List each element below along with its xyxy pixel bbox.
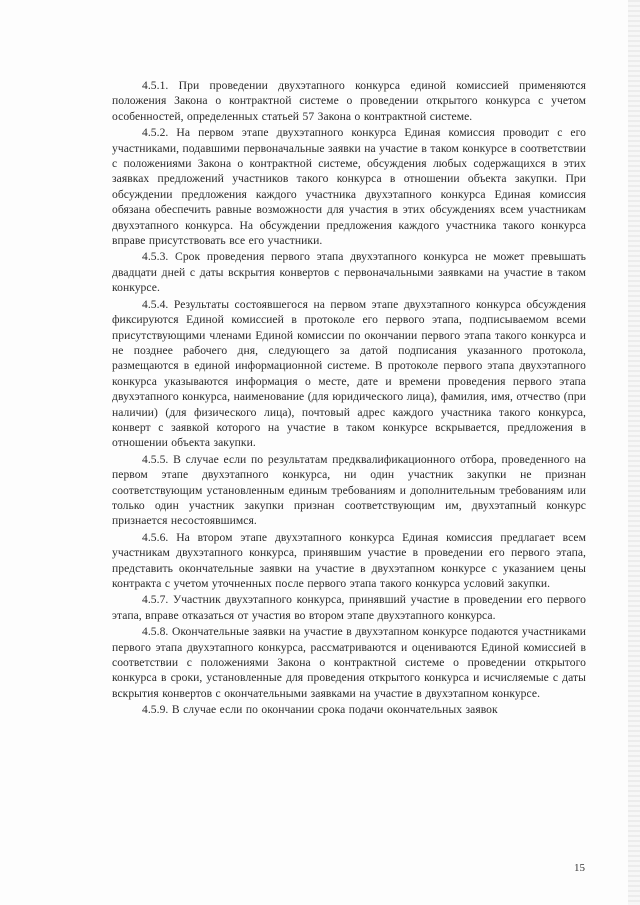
paragraph-4-5-6: 4.5.6. На втором этапе двухэтапного конкурса Единая комиссия предлагает всем участникам двухэтапного конкурса, принявшим участие в проведении его первого этапа, представить окончательные заявки на участие в двухэтапном конкурсе с указанием цены контракта с учетом уточненных после первого этапа такого конкурса условий закупки. <box>112 530 586 590</box>
paragraph-4-5-5: 4.5.5. В случае если по результатам предквалификационного отбора, проведенного на первом этапе двухэтапного конкурса, ни один участник закупки не признан соответствующим установленным единым требованиям и дополнительным требованиям или только один участник закупки признан соответствующим им, двухэтапный конкурс признается несостоявшимся. <box>112 452 586 528</box>
scan-edge-artifact <box>628 0 640 905</box>
paragraph-4-5-2: 4.5.2. На первом этапе двухэтапного конкурса Единая комиссия проводит с его участниками, подавшими первоначальные заявки на участие в таком конкурсе в соответствии с положениями Закона о контрактной системе, обсуждения любых содержащихся в этих заявках предложений участников такого конкурса в отношении объекта закупки. При обсуждении предложения каждого участника двухэтапного конкурса Единая комиссия обязана обеспечить равные возможности для участия в этих обсуждениях всем участникам двухэтапного конкурса. На обсуждении предложения каждого участника такого конкурса вправе присутствовать все его участники. <box>112 126 586 248</box>
paragraph-4-5-1: 4.5.1. При проведении двухэтапного конкурса единой комиссией применяются положения Закона о контрактной системе о проведении открытого конкурса с учетом особенностей, определенных статьей 57 Закона о контрактной системе. <box>112 79 586 123</box>
paragraph-4-5-7: 4.5.7. Участник двухэтапного конкурса, принявший участие в проведении его первого этапа, вправе отказаться от участия во втором этапе двухэтапного конкурса. <box>112 593 586 622</box>
paragraph-4-5-4: 4.5.4. Результаты состоявшегося на первом этапе двухэтапного конкурса обсуждения фиксируются Единой комиссией в протоколе его первого этапа, подписываемом всеми присутствующими членами Единой комиссии по окончании первого этапа такого конкурса и не позднее рабочего дня, следующего за датой подписания указанного протокола, размещаются в единой информационной системе. В протоколе первого этапа двухэтапного конкурса указываются информация о месте, дате и времени проведения первого этапа двухэтапного конкурса, наименование (для юридического лица), фамилия, имя, отчество (при наличии) (для физического лица), почтовый адрес каждого участника такого конкурса, конверт с заявкой которого на участие в таком конкурсе вскрывается, предложения в отношении объекта закупки. <box>112 297 586 450</box>
document-body <box>112 78 586 719</box>
paragraph-4-5-3: 4.5.3. Срок проведения первого этапа двухэтапного конкурса не может превышать двадцати дней с даты вскрытия конвертов с первоначальными заявками на участие в таком конкурсе. <box>112 250 586 295</box>
page-number: 15 <box>574 862 585 874</box>
paragraph-4-5-8: 4.5.8. Окончательные заявки на участие в двухэтапном конкурсе подаются участниками первого этапа двухэтапного конкурса, рассматриваются и оцениваются Единой комиссией в соответствии с положениями Закона о контрактной системе о проведении открытого конкурса в сроки, установленные для проведения открытого конкурса и исчисляемые с даты вскрытия конвертов с окончательными заявками на участие в двухэтапном конкурсе. <box>112 625 586 700</box>
paragraph-4-5-9: 4.5.9. В случае если по окончании срока подачи окончательных заявок <box>142 703 498 717</box>
